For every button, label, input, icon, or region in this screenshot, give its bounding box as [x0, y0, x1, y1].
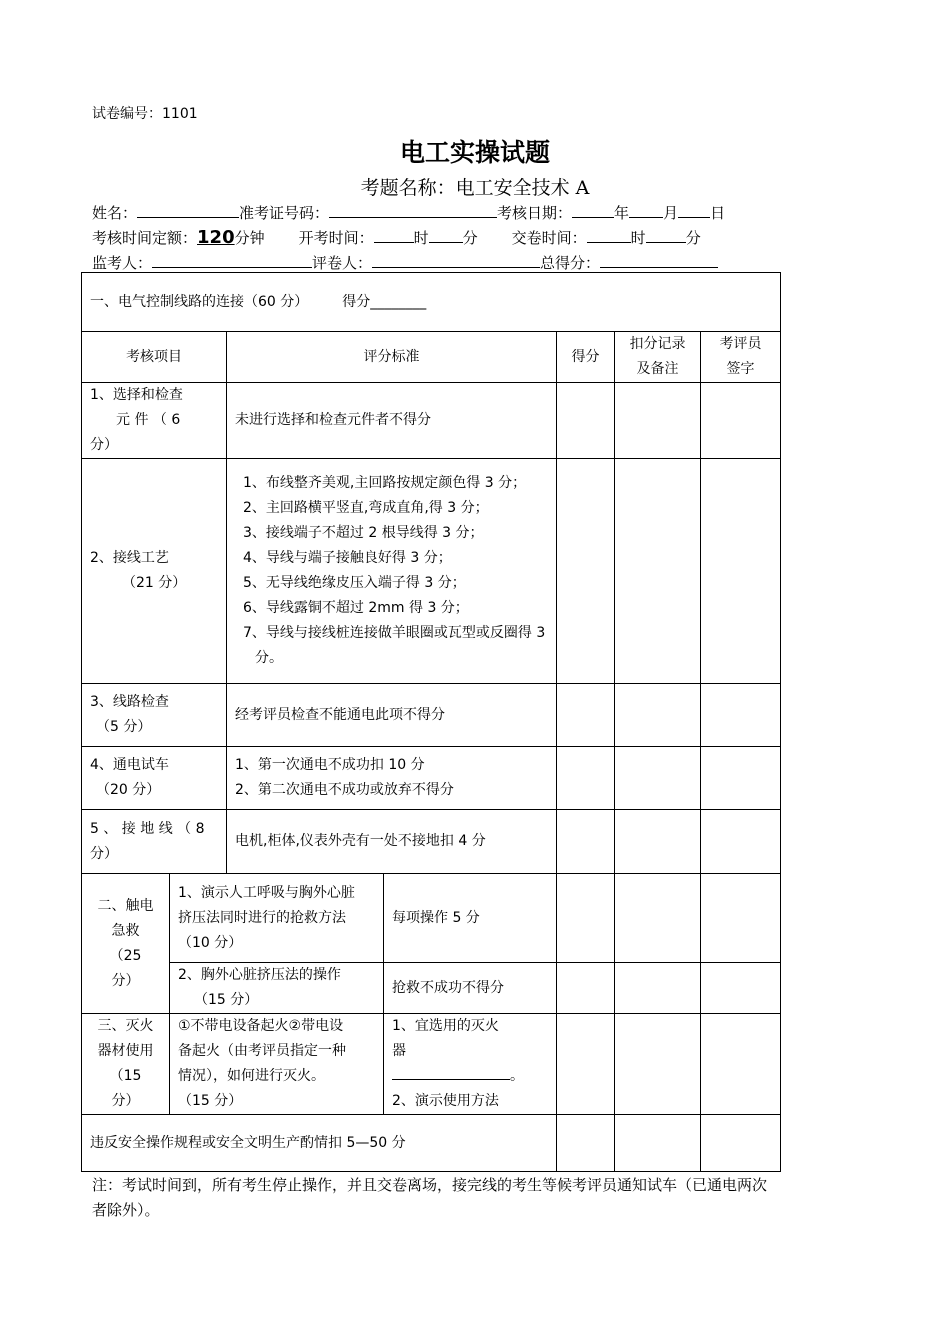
row-4-criteria-line-1: 1、第一次通电不成功扣 10 分: [235, 757, 425, 773]
month-label: 月: [663, 204, 679, 222]
row-1-item-line-2: 元 件 （ 6: [116, 412, 181, 428]
page-subtitle: 考题名称：电工安全技术 A: [360, 177, 590, 199]
section-2-row-1: [82, 874, 781, 963]
page-title: 电工实操试题: [399, 138, 550, 167]
section-3-row: [82, 1014, 781, 1115]
section-2-label: [82, 874, 170, 1014]
table-row: [82, 747, 781, 810]
violation-deduct[interactable]: [615, 1115, 701, 1172]
section-2-sub-2-line-2: （15 分）: [194, 992, 259, 1008]
section-3-criteria-line-2: 器: [392, 1043, 406, 1059]
row-2-criteria-line-7: 7、导线与接线桩连接做羊眼圈或瓦型或反圈得 3 分。: [243, 625, 546, 666]
row-5-signer-cell[interactable]: [701, 810, 781, 874]
submit-minute-label: 分: [685, 229, 701, 247]
start-hour-field[interactable]: [374, 228, 414, 243]
row-5-item-line-1: 5 、 接 地 线 （ 8: [90, 820, 205, 837]
total-label: 总得分：: [540, 254, 601, 272]
ticket-label: 准考证号码：: [239, 204, 330, 222]
section-3-desc: [170, 1014, 384, 1115]
violation-score[interactable]: [557, 1115, 615, 1172]
section-3-deduct[interactable]: [615, 1014, 701, 1115]
section-2-sub-1-line-2: 挤压法同时进行的抢救方法: [178, 909, 346, 926]
section-3-criteria-line-3: [392, 1064, 548, 1089]
table-row: [82, 383, 781, 459]
proctor-field[interactable]: [152, 253, 312, 268]
section-3-label-line-3: （15: [109, 1068, 142, 1084]
row-1-item-line-3: 分）: [90, 437, 118, 453]
extinguisher-blank[interactable]: [392, 1065, 510, 1080]
section-2-deduct-1[interactable]: [615, 874, 701, 963]
proctor-label: 监考人：: [92, 254, 153, 272]
footnote-line-1: 注：考试时间到，所有考生停止操作，并且交卷离场，接完线的考生等候考评员通知试车（已通电两次: [92, 1176, 768, 1194]
section-3-criteria: [384, 1014, 557, 1115]
row-2-criteria: [227, 459, 557, 684]
row-2-signer-cell[interactable]: [701, 459, 781, 684]
section-2-sub-1: [170, 874, 384, 963]
row-3-item-line-1: 3、线路检查: [90, 694, 169, 710]
row-2-criteria-line-2: 2、主回路横平竖直,弯成直角,得 3 分；: [243, 500, 489, 516]
section-2-sub-2-line-1: 2、胸外心脏挤压法的操作: [178, 967, 341, 983]
section-1-title-cell: [82, 273, 781, 332]
section-3-desc-line-1: ①不带电设备起火②带电设: [178, 1018, 344, 1034]
header-deduct: [615, 332, 701, 383]
ticket-field[interactable]: [329, 203, 497, 218]
section-2-criteria-1: 每项操作 5 分: [384, 874, 557, 963]
row-1-item: [82, 383, 227, 459]
row-4-signer-cell[interactable]: [701, 747, 781, 810]
row-1-criteria: 未进行选择和检查元件者不得分: [227, 383, 557, 459]
section-2-deduct-2[interactable]: [615, 963, 701, 1014]
violation-text: 违反安全操作规程或安全文明生产酌情扣 5—50 分: [82, 1115, 557, 1172]
section-3-criteria-line-4: 2、演示使用方法: [392, 1093, 499, 1109]
row-2-criteria-line-4: 4、导线与端子接触良好得 3 分；: [243, 550, 452, 566]
table-row: [82, 684, 781, 747]
header-deduct-line-1: 扣分记录: [629, 336, 686, 352]
section-2-signer-2[interactable]: [701, 963, 781, 1014]
row-5-criteria: 电机,柜体,仪表外壳有一处不接地扣 4 分: [227, 810, 557, 874]
section-3-label: [82, 1014, 170, 1115]
section-2-sub-2: [170, 963, 384, 1014]
row-1-score-cell[interactable]: [557, 383, 615, 459]
submit-hour-label: 时: [630, 229, 646, 247]
start-minute-field[interactable]: [429, 228, 463, 243]
row-2-criteria-line-5: 5、无导线绝缘皮压入端子得 3 分；: [243, 575, 466, 591]
info-line-3: [92, 252, 718, 273]
name-label: 姓名：: [92, 204, 138, 222]
row-2-criteria-line-1: 1、布线整齐美观,主回路按规定颜色得 3 分；: [243, 475, 527, 491]
row-5-deduct-cell[interactable]: [615, 810, 701, 874]
section-3-desc-line-2: 备起火（由考评员指定一种: [178, 1043, 346, 1059]
start-hour-label: 时: [413, 229, 429, 247]
row-1-signer-cell[interactable]: [701, 383, 781, 459]
section-1-title: 一、电气控制线路的连接（60 分）: [90, 293, 309, 310]
submit-hour-field[interactable]: [587, 228, 631, 243]
section-2-sub-1-line-1: 1、演示人工呼吸与胸外心脏: [178, 884, 355, 901]
table-row: [82, 810, 781, 874]
grader-label: 评卷人：: [312, 254, 373, 272]
total-field[interactable]: [600, 253, 718, 268]
row-5-score-cell[interactable]: [557, 810, 615, 874]
row-2-item: [82, 459, 227, 684]
start-label: 开考时间：: [298, 229, 374, 247]
column-headers: [82, 332, 781, 383]
row-4-score-cell[interactable]: [557, 747, 615, 810]
submit-label: 交卷时间：: [511, 229, 587, 247]
scoring-table: [81, 272, 781, 1172]
header-item: 考核项目: [82, 332, 227, 383]
section-3-label-line-4: 分）: [111, 1093, 140, 1109]
section-1-header: [82, 273, 781, 332]
row-4-criteria-line-2: 2、第二次通电不成功或放弃不得分: [235, 782, 454, 798]
section-3-label-line-1: 三、灭火: [97, 1018, 154, 1034]
row-3-score-cell[interactable]: [557, 684, 615, 747]
quota-unit: 分钟: [234, 229, 265, 247]
row-1-item-line-1: 1、选择和检查: [90, 387, 183, 403]
section-3-label-line-2: 器材使用: [97, 1043, 154, 1059]
section-3-signer[interactable]: [701, 1014, 781, 1115]
header-signer: [701, 332, 781, 383]
section-2-label-line-1: 二、触电: [97, 897, 154, 914]
header-signer-line-2: 签字: [726, 361, 755, 377]
section-2-label-line-3: （25: [109, 947, 142, 964]
row-5-item: [82, 810, 227, 874]
row-3-item-line-2: （5 分）: [96, 719, 152, 735]
section-3-criteria-period: 。: [510, 1068, 524, 1084]
section-2-signer-1[interactable]: [701, 874, 781, 963]
row-4-item-line-2: （20 分）: [96, 782, 161, 798]
row-3-item: [82, 684, 227, 747]
name-field[interactable]: [137, 203, 239, 218]
header-score: 得分: [557, 332, 615, 383]
section-2-label-line-4: 分）: [111, 972, 140, 989]
start-minute-label: 分: [462, 229, 478, 247]
date-label: 考核日期：: [497, 204, 573, 222]
row-4-deduct-cell[interactable]: [615, 747, 701, 810]
footnote-line-2: 者除外）。: [92, 1201, 160, 1219]
quota-value: 120: [197, 227, 235, 248]
section-1-score: 得分________: [342, 293, 427, 310]
row-4-criteria: [227, 747, 557, 810]
info-line-1: [92, 202, 725, 223]
header-deduct-line-2: 及备注: [636, 361, 679, 377]
row-2-item-line-2: （21 分）: [122, 575, 187, 591]
row-5-item-line-2: 分）: [90, 845, 118, 862]
month-field[interactable]: [629, 203, 663, 218]
section-3-score[interactable]: [557, 1014, 615, 1115]
quota-label: 考核时间定额：: [92, 229, 198, 247]
row-4-item: [82, 747, 227, 810]
year-label: 年: [614, 204, 630, 222]
grader-field[interactable]: [372, 253, 540, 268]
row-4-item-line-1: 4、通电试车: [90, 757, 169, 773]
section-3-desc-line-4: （15 分）: [178, 1093, 243, 1109]
year-field[interactable]: [572, 203, 614, 218]
section-2-sub-1-line-3: （10 分）: [178, 934, 243, 951]
section-2-row-2: [82, 963, 781, 1014]
section-2-label-line-2: 急救: [111, 922, 140, 939]
row-2-criteria-line-3: 3、接线端子不超过 2 根导线得 3 分；: [243, 525, 484, 541]
section-2-score-2[interactable]: [557, 963, 615, 1014]
section-2-criteria-2: 抢救不成功不得分: [384, 963, 557, 1014]
row-2-deduct-cell[interactable]: [615, 459, 701, 684]
violation-signer[interactable]: [701, 1115, 781, 1172]
submit-minute-field[interactable]: [646, 228, 686, 243]
day-field[interactable]: [678, 203, 710, 218]
row-2-item-line-1: 2、接线工艺: [90, 550, 169, 566]
header-criteria: 评分标准: [227, 332, 557, 383]
row-3-signer-cell[interactable]: [701, 684, 781, 747]
day-label: 日: [710, 204, 726, 222]
section-3-criteria-line-1: 1、宜选用的灭火: [392, 1018, 499, 1034]
row-2-score-cell[interactable]: [557, 459, 615, 684]
section-3-desc-line-3: 情况），如何进行灭火。: [178, 1068, 325, 1084]
info-line-2: [92, 227, 701, 248]
exam-number: 试卷编号：1101: [92, 106, 198, 122]
violation-row: [82, 1115, 781, 1172]
row-2-criteria-line-6: 6、导线露铜不超过 2mm 得 3 分；: [243, 600, 469, 616]
row-3-deduct-cell[interactable]: [615, 684, 701, 747]
section-2-score-1[interactable]: [557, 874, 615, 963]
table-row: [82, 459, 781, 684]
row-3-criteria: 经考评员检查不能通电此项不得分: [227, 684, 557, 747]
header-signer-line-1: 考评员: [719, 336, 762, 352]
row-1-deduct-cell[interactable]: [615, 383, 701, 459]
